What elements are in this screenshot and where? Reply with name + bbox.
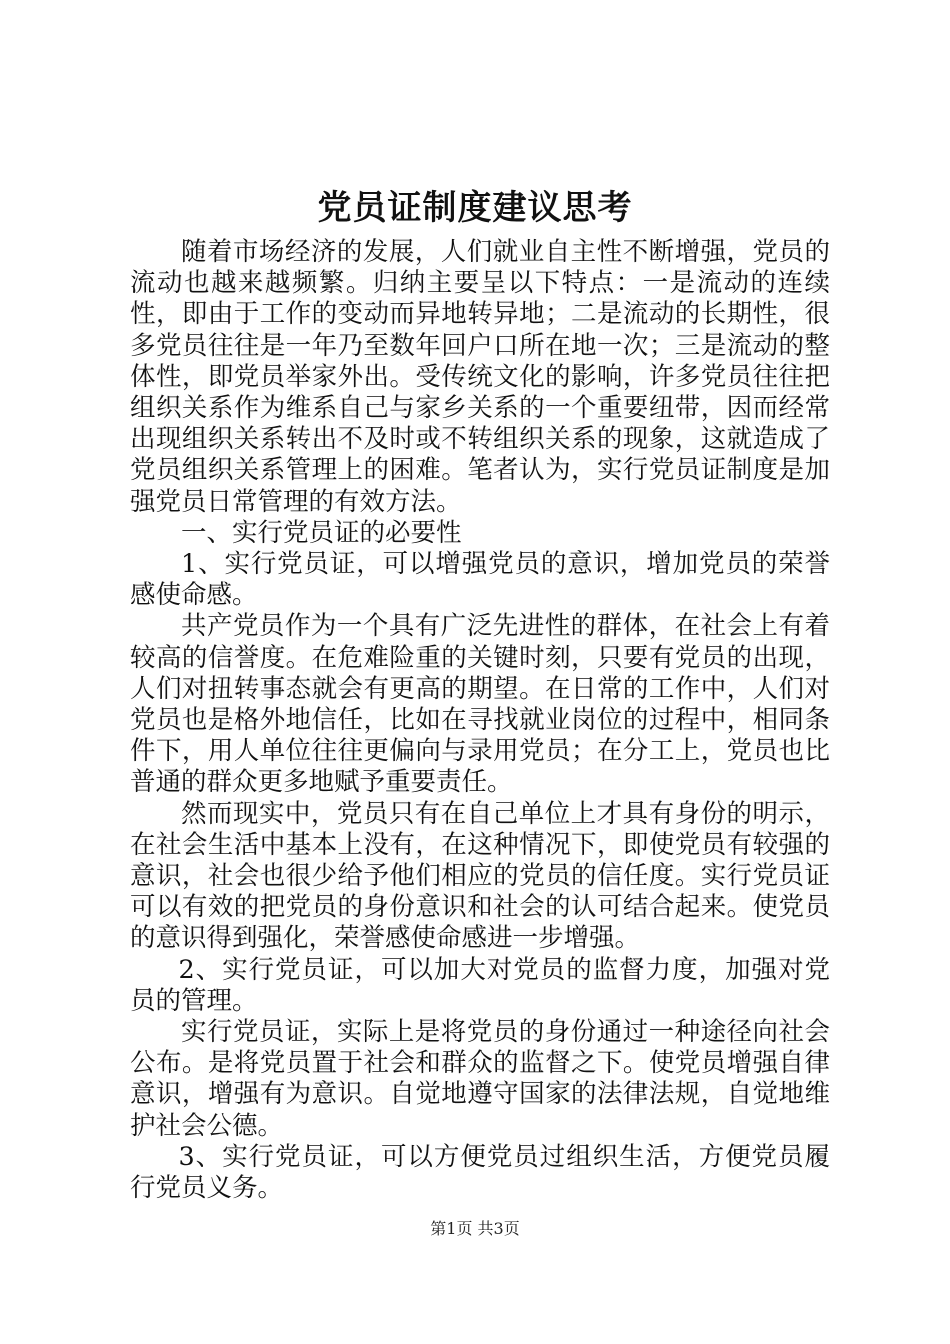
- document-body: [130, 237, 830, 1204]
- page-number-footer: 第1页 共3页: [430, 1219, 520, 1238]
- paragraph-credibility: 共产党员作为一个具有广泛先进性的群体，在社会上有着较高的信誉度。在危难险重的关键时刻，只要有党员的出现，人们对扭转事态就会有更高的期望。在日常的工作中，人们对党员也是格外地信任，比如在寻找就业岗位的过程中，相同条件下，用人单位往往更偏向与录用党员；在分工上，党员也比普通的群众更多地赋予重要责任。: [130, 611, 830, 798]
- document-title: 党员证制度建议思考: [317, 188, 633, 228]
- paragraph-reality: 然而现实中，党员只有在自己单位上才具有身份的明示，在社会生活中基本上没有，在这种情况下，即使党员有较强的意识，社会也很少给予他们相应的党员的信任度。实行党员证可以有效的把党员的身份意识和社会的认可结合起来。使党员的意识得到强化，荣誉感使命感进一步增强。: [130, 798, 830, 954]
- subheading-point-1: 1、实行党员证，可以增强党员的意识，增加党员的荣誉感使命感。: [130, 549, 830, 611]
- paragraph-supervision: 实行党员证，实际上是将党员的身份通过一种途径向社会公布。是将党员置于社会和群众的监督之下。使党员增强自律意识，增强有为意识。自觉地遵守国家的法律法规，自觉地维护社会公德。: [130, 1017, 830, 1141]
- subheading-point-3: 3、实行党员证，可以方便党员过组织生活，方便党员履行党员义务。: [130, 1141, 830, 1204]
- paragraph-intro: 随着市场经济的发展，人们就业自主性不断增强，党员的流动也越来越频繁。归纳主要呈以下特点：一是流动的连续性，即由于工作的变动而异地转异地；二是流动的长期性，很多党员往往是一年乃至数年回户口所在地一次；三是流动的整体性，即党员举家外出。受传统文化的影响，许多党员往往把组织关系作为维系自己与家乡关系的一个重要纽带，因而经常出现组织关系转出不及时或不转组织关系的现象，这就造成了党员组织关系管理上的困难。笔者认为，实行党员证制度是加强党员日常管理的有效方法。: [130, 237, 830, 517]
- section-heading-necessity: 一、实行党员证的必要性: [181, 517, 462, 548]
- subheading-point-2: 2、实行党员证，可以加大对党员的监督力度，加强对党员的管理。: [130, 954, 830, 1016]
